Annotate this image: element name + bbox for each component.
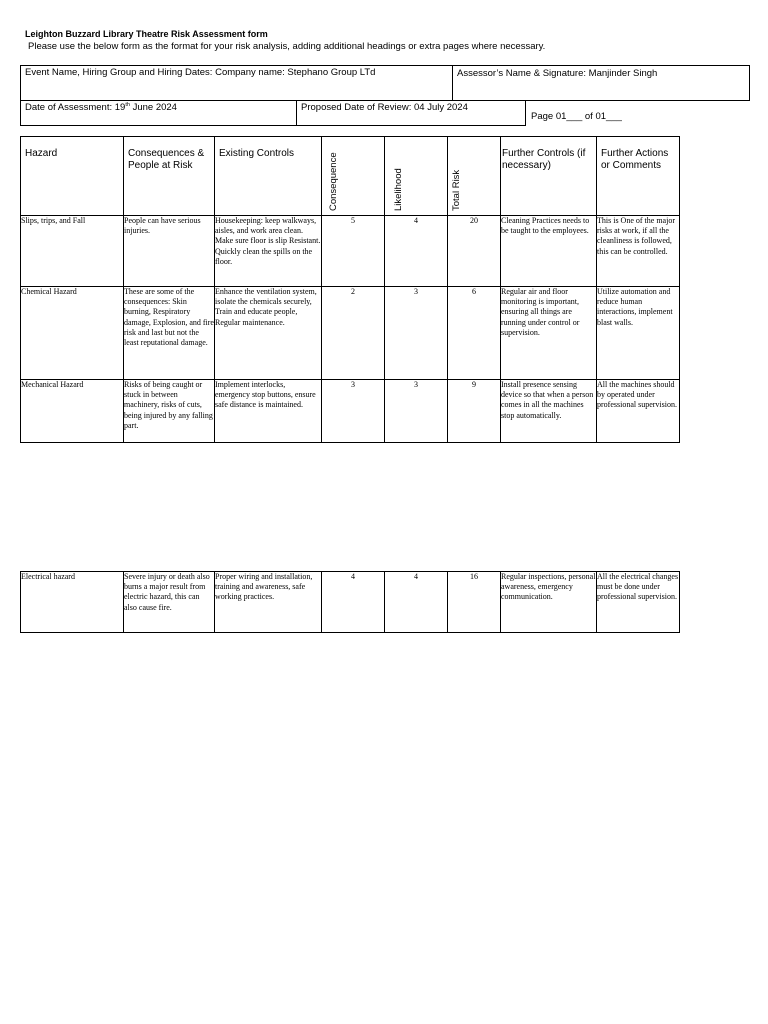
cell-hazard: Electrical hazard bbox=[21, 572, 124, 633]
col-consequences: Consequences & People at Risk bbox=[124, 137, 215, 216]
risk-table bbox=[20, 136, 680, 443]
event-name-label: Event Name, Hiring Group and Hiring Dates: Company name: Stephano Group LTd bbox=[25, 67, 376, 78]
header-row bbox=[21, 137, 680, 216]
cell-likelihood: 4 bbox=[385, 216, 448, 287]
cell-further-controls: Cleaning Practices needs to be taught to the employees. bbox=[501, 216, 597, 287]
cell-consequences: These are some of the consequences: Skin burning, Respiratory damage, Explosion, and fire risk and last but not the least reputational damage. bbox=[124, 287, 215, 380]
cell-total: 6 bbox=[448, 287, 501, 380]
col-total-risk: Total Risk bbox=[448, 137, 501, 216]
cell-existing: Housekeeping: keep walkways, aisles, and work area clean. Make sure floor is slip Resistant. Quickly clean the spills on the floor. bbox=[215, 216, 322, 287]
cell-existing: Implement interlocks, emergency stop buttons, ensure safe distance is maintained. bbox=[215, 380, 322, 443]
cell-further-actions: All the electrical changes must be done under professional supervision. bbox=[597, 572, 680, 633]
assessment-date: Date of Assessment: 19th June 2024 bbox=[25, 101, 177, 113]
form-instructions: Please use the below form as the format for your risk analysis, adding additional headings or extra pages where necessary. bbox=[28, 41, 546, 52]
col-likelihood: Likelihood bbox=[385, 137, 448, 216]
col-further-controls: Further Controls (if necessary) bbox=[501, 137, 597, 216]
risk-table-continued bbox=[20, 571, 680, 633]
table-row bbox=[21, 287, 680, 380]
table-row bbox=[21, 380, 680, 443]
cell-total: 9 bbox=[448, 380, 501, 443]
table-row bbox=[21, 216, 680, 287]
form-title: Leighton Buzzard Library Theatre Risk Assessment form bbox=[25, 29, 268, 39]
review-date: Proposed Date of Review: 04 July 2024 bbox=[301, 102, 468, 113]
cell-consequences: Risks of being caught or stuck in between machinery, risks of cuts, being injured by any falling part. bbox=[124, 380, 215, 443]
col-further-actions: Further Actions or Comments bbox=[597, 137, 680, 216]
assessor-box bbox=[452, 65, 750, 101]
cell-further-controls: Install presence sensing device so that when a person comes in all the machines stop automatically. bbox=[501, 380, 597, 443]
cell-further-controls: Regular inspections, personal awareness, emergency communication. bbox=[501, 572, 597, 633]
cell-consequence: 5 bbox=[322, 216, 385, 287]
table-row bbox=[21, 572, 680, 633]
col-existing-controls: Existing Controls bbox=[215, 137, 322, 216]
cell-hazard: Slips, trips, and Fall bbox=[21, 216, 124, 287]
event-name-box bbox=[20, 65, 453, 101]
cell-likelihood: 3 bbox=[385, 380, 448, 443]
cell-total: 20 bbox=[448, 216, 501, 287]
cell-likelihood: 3 bbox=[385, 287, 448, 380]
cell-existing: Proper wiring and installation, training and awareness, safe working practices. bbox=[215, 572, 322, 633]
col-hazard: Hazard bbox=[21, 137, 124, 216]
assessor-label: Assessor’s Name & Signature: Manjinder Singh bbox=[457, 68, 658, 79]
cell-further-controls: Regular air and floor monitoring is important, ensuring all things are running under control or supervision. bbox=[501, 287, 597, 380]
assessment-date-box bbox=[20, 100, 297, 126]
cell-hazard: Mechanical Hazard bbox=[21, 380, 124, 443]
col-consequence: Consequence bbox=[322, 137, 385, 216]
cell-consequence: 3 bbox=[322, 380, 385, 443]
review-date-box bbox=[296, 100, 526, 126]
cell-consequence: 2 bbox=[322, 287, 385, 380]
page-number: Page 01___ of 01___ bbox=[531, 111, 622, 122]
cell-consequence: 4 bbox=[322, 572, 385, 633]
cell-further-actions: Utilize automation and reduce human interactions, implement blast walls. bbox=[597, 287, 680, 380]
cell-existing: Enhance the ventilation system, isolate the chemicals securely, Train and educate people, Regular maintenance. bbox=[215, 287, 322, 380]
cell-further-actions: This is One of the major risks at work, if all the cleanliness is followed, this can be controlled. bbox=[597, 216, 680, 287]
cell-consequences: Severe injury or death also burns a major result from electric hazard, this can also cause fire. bbox=[124, 572, 215, 633]
cell-further-actions: All the machines should by operated under professional supervision. bbox=[597, 380, 680, 443]
cell-hazard: Chemical Hazard bbox=[21, 287, 124, 380]
cell-consequences: People can have serious injuries. bbox=[124, 216, 215, 287]
cell-total: 16 bbox=[448, 572, 501, 633]
cell-likelihood: 4 bbox=[385, 572, 448, 633]
